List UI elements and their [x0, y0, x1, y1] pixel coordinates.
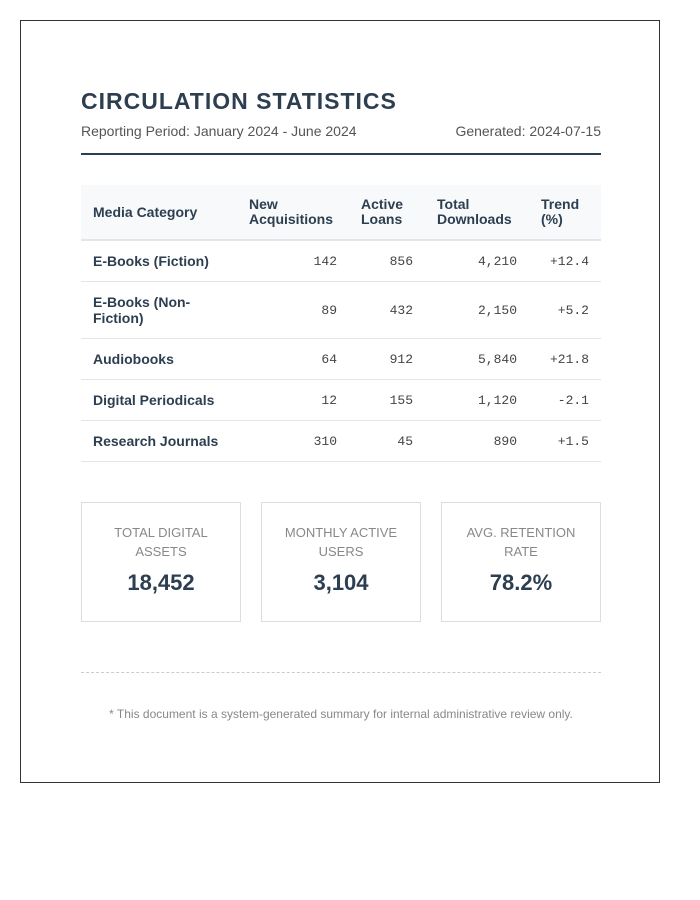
media-category: E-Books (Non-Fiction) — [81, 282, 237, 339]
total-downloads: 5,840 — [425, 339, 529, 380]
card-label: TOTAL DIGITAL ASSETS — [114, 525, 208, 559]
new-acquisitions: 12 — [237, 380, 349, 421]
total-downloads: 1,120 — [425, 380, 529, 421]
trend-percent: +21.8 — [529, 339, 601, 380]
card-label: MONTHLY ACTIVE USERS — [284, 525, 398, 559]
card-value: 78.2% — [489, 570, 553, 595]
column-header-total-downloads: Total Downloads — [425, 185, 529, 240]
trend-percent: +12.4 — [529, 240, 601, 282]
table-row — [81, 421, 601, 462]
summary-cards — [81, 502, 601, 622]
table-row — [81, 240, 601, 282]
column-header-trend: Trend (%) — [529, 185, 601, 240]
summary-card-total-digital-assets — [81, 502, 241, 622]
new-acquisitions: 89 — [237, 282, 349, 339]
media-category: Digital Periodicals — [81, 380, 237, 421]
card-value: 18,452 — [127, 570, 195, 595]
table-row — [81, 380, 601, 421]
table-row — [81, 282, 601, 339]
table-row — [81, 339, 601, 380]
column-header-media-category: Media Category — [81, 185, 237, 240]
reporting-period: Reporting Period: January 2024 - June 2024 — [81, 123, 357, 139]
new-acquisitions: 142 — [237, 240, 349, 282]
footer-note: * This document is a system-generated summary for internal administrative review only. — [109, 707, 573, 721]
total-downloads: 2,150 — [425, 282, 529, 339]
active-loans: 155 — [349, 380, 425, 421]
active-loans: 45 — [349, 421, 425, 462]
card-value: 3,104 — [313, 570, 369, 595]
header-divider — [81, 153, 601, 155]
total-downloads: 4,210 — [425, 240, 529, 282]
media-category: E-Books (Fiction) — [81, 240, 237, 282]
footer-divider — [81, 672, 601, 673]
circulation-table — [81, 185, 601, 462]
column-header-active-loans: Active Loans — [349, 185, 425, 240]
summary-card-avg-retention-rate — [441, 502, 601, 622]
table-header-row — [81, 185, 601, 240]
trend-percent: -2.1 — [529, 380, 601, 421]
card-label: AVG. RETENTION RATE — [466, 525, 576, 559]
media-category: Audiobooks — [81, 339, 237, 380]
new-acquisitions: 310 — [237, 421, 349, 462]
active-loans: 912 — [349, 339, 425, 380]
total-downloads: 890 — [425, 421, 529, 462]
column-header-new-acquisitions: New Acquisitions — [237, 185, 349, 240]
report-meta — [81, 122, 601, 140]
trend-percent: +1.5 — [529, 421, 601, 462]
media-category: Research Journals — [81, 421, 237, 462]
active-loans: 432 — [349, 282, 425, 339]
trend-percent: +5.2 — [529, 282, 601, 339]
generated-date: Generated: 2024-07-15 — [455, 123, 601, 139]
page-title: CIRCULATION STATISTICS — [81, 88, 397, 114]
document-content — [81, 87, 601, 721]
new-acquisitions: 64 — [237, 339, 349, 380]
document-frame — [20, 20, 660, 783]
active-loans: 856 — [349, 240, 425, 282]
summary-card-monthly-active-users — [261, 502, 421, 622]
